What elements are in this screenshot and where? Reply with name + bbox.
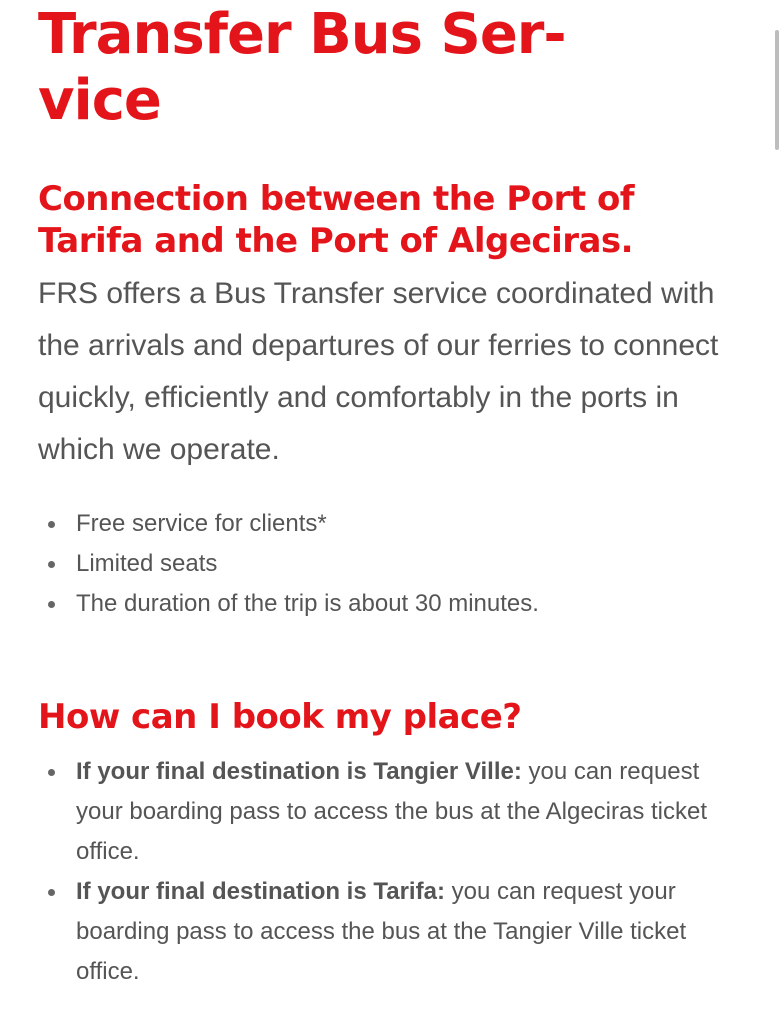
booking-item-destination: If your final destination is Tarifa: bbox=[76, 878, 445, 905]
page-title-line-1: Transfer Bus Ser- bbox=[38, 2, 566, 67]
booking-item-text: you can request your boarding pass to access the bus at the Algeciras ticket office. bbox=[76, 758, 708, 865]
feature-item: The duration of the trip is about 30 minutes. bbox=[38, 584, 743, 624]
booking-item-destination: If your final destination is Tangier Ville: bbox=[76, 758, 522, 785]
scrollbar[interactable] bbox=[775, 30, 779, 150]
page-subtitle: Connection between the Port of Tarifa and the Port of Algeciras. bbox=[38, 179, 635, 261]
feature-item: Free service for clients* bbox=[38, 504, 743, 544]
booking-heading: How can I book my place? bbox=[38, 697, 522, 737]
booking-item bbox=[38, 752, 743, 872]
booking-item bbox=[38, 872, 743, 992]
intro-paragraph: FRS offers a Bus Transfer service coordinated with the arrivals and departures of our ferries to connect quickly, efficiently and comfortably in the ports in which we operate. bbox=[38, 277, 719, 466]
page-content bbox=[38, 0, 743, 992]
feature-item: Limited seats bbox=[38, 544, 743, 584]
page-title-line-2: vice bbox=[38, 68, 161, 133]
features-list bbox=[38, 504, 743, 624]
booking-list bbox=[38, 752, 743, 992]
booking-item-text: you can request your boarding pass to access the bus at the Tangier Ville ticket office. bbox=[76, 878, 687, 985]
page-title bbox=[38, 0, 743, 134]
